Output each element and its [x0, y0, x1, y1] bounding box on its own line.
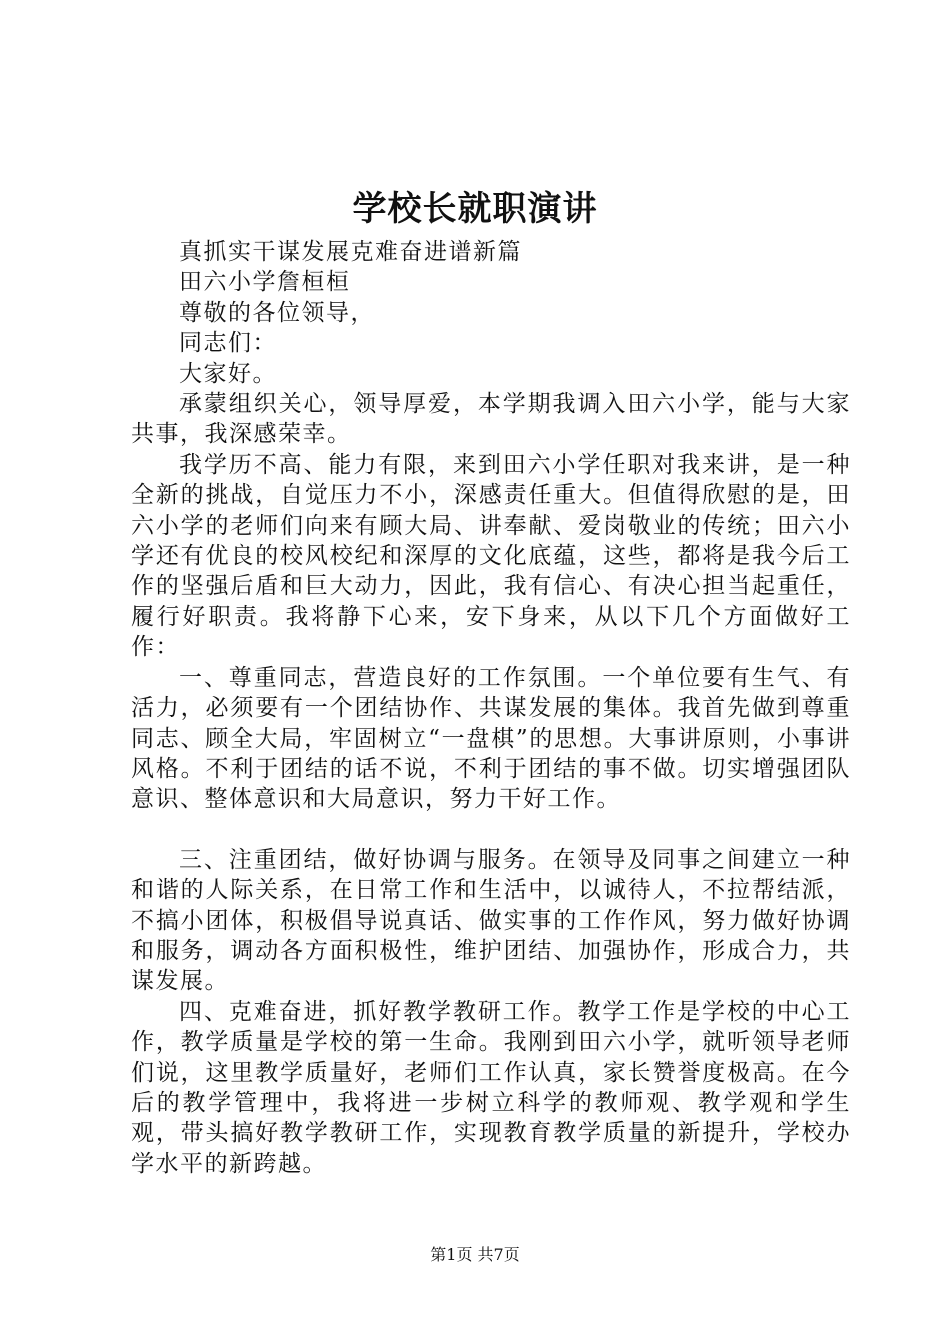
page-number-footer: 第1页 共7页: [430, 1245, 520, 1264]
document-body: [131, 237, 851, 1179]
salutation-comrades: 同志们：: [179, 330, 277, 357]
subtitle: 真抓实干谋发展克难奋进谱新篇: [179, 239, 522, 265]
greeting: 大家好。: [179, 360, 277, 387]
paragraph-point-1: 一、尊重同志，营造良好的工作氛围。一个单位要有生气、有活力，必须要有一个团结协作、共谋发展的集体。我首先做到尊重同志、顾全大局，牢固树立“一盘棋”的思想。大事讲原则，小事讲风格。不利于团结的话不说，不利于团结的事不做。切实增强团队意识、整体意识和大局意识，努力干好工作。: [131, 664, 851, 813]
author-line: 田六小学詹桓桓: [179, 269, 351, 296]
paragraph-point-4: 四、克难奋进，抓好教学教研工作。教学工作是学校的中心工作，教学质量是学校的第一生命。我刚到田六小学，就听领导老师们说，这里教学质量好，老师们工作认真，家长赞誉度极高。在今后的教学管理中，我将进一步树立科学的教师观、教学观和学生观，带头搞好教学教研工作，实现教育教学质量的新提升，学校办学水平的新跨越。: [131, 998, 851, 1177]
paragraph-point-3: 三、注重团结，做好协调与服务。在领导及同事之间建立一种和谐的人际关系，在日常工作和生活中，以诚待人，不拉帮结派，不搞小团体，积极倡导说真话、做实事的工作作风，努力做好协调和服务，调动各方面积极性，维护团结、加强协作，形成合力，共谋发展。: [131, 846, 851, 995]
paragraph-commitment: 我学历不高、能力有限，来到田六小学任职对我来讲，是一种全新的挑战，自觉压力不小，深感责任重大。但值得欣慰的是，田六小学的老师们向来有顾大局、讲奉献、爱岗敬业的传统；田六小学还有优良的校风校纪和深厚的文化底蕴，这些，都将是我今后工作的坚强后盾和巨大动力，因此，我有信心、有决心担当起重任，履行好职责。我将静下心来，安下身来，从以下几个方面做好工作：: [131, 451, 851, 661]
paragraph-intro: 承蒙组织关心，领导厚爱，本学期我调入田六小学，能与大家共事，我深感荣幸。: [131, 391, 851, 448]
salutation-leaders: 尊敬的各位领导，: [179, 299, 375, 326]
document-title: 学校长就职演讲: [352, 189, 598, 229]
